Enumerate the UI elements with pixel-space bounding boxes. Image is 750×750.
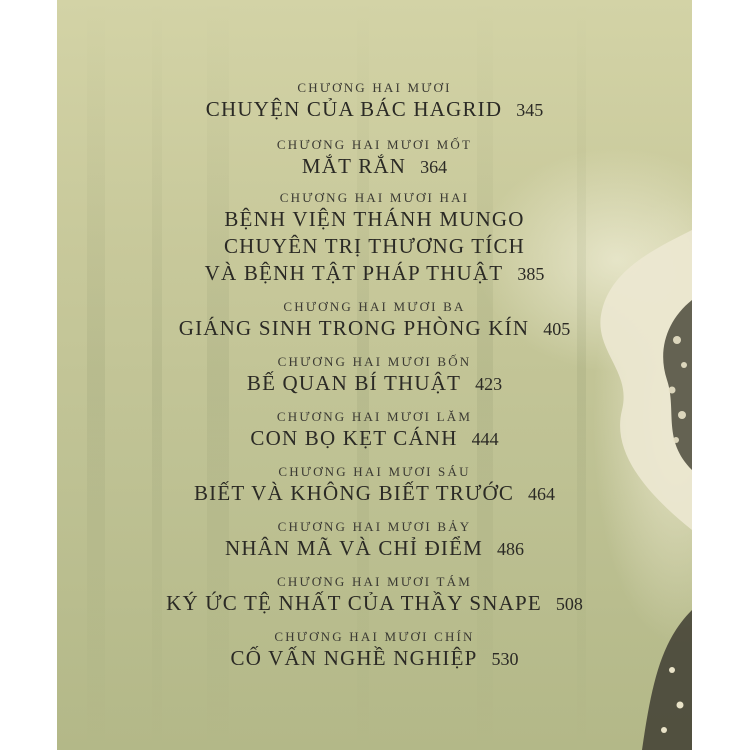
- toc-entry: [57, 299, 692, 343]
- chapter-title: BIẾT VÀ KHÔNG BIẾT TRƯỚC 464: [193, 481, 556, 505]
- toc-entry: [57, 519, 692, 563]
- toc-entry: [57, 409, 692, 453]
- chapter-title: CHUYỆN CỦA BÁC HAGRID 345: [205, 97, 544, 121]
- toc-entry: [57, 574, 692, 618]
- page-number: 530: [491, 649, 519, 669]
- chapter-title-line: BỆNH VIỆN THÁNH MUNGO: [224, 207, 525, 231]
- toc-entry: [57, 354, 692, 398]
- toc-entry: [57, 464, 692, 508]
- page-number: 486: [497, 539, 525, 559]
- chapter-number: CHƯƠNG HAI MƯƠI BẢY: [277, 519, 472, 534]
- page-number: 508: [555, 594, 583, 614]
- page-number: 364: [420, 157, 448, 177]
- chapter-number: CHƯƠNG HAI MƯƠI CHÍN: [274, 629, 475, 644]
- page-number: 464: [528, 484, 556, 504]
- book-page: [57, 0, 692, 750]
- chapter-title: KÝ ỨC TỆ NHẤT CỦA THẦY SNAPE 508: [166, 591, 583, 615]
- toc-entry: [57, 80, 692, 124]
- page-number: 385: [517, 264, 545, 284]
- toc-entry: [57, 190, 692, 288]
- toc-entry: [57, 629, 692, 673]
- chapter-title: CON BỌ KẸT CÁNH 444: [250, 426, 499, 450]
- chapter-title: GIÁNG SINH TRONG PHÒNG KÍN 405: [178, 316, 571, 340]
- chapter-number: CHƯƠNG HAI MƯƠI TÁM: [277, 574, 472, 589]
- chapter-number: CHƯƠNG HAI MƯƠI BA: [283, 299, 466, 314]
- page-number: 345: [516, 100, 544, 120]
- chapter-number: CHƯƠNG HAI MƯƠI MỐT: [276, 137, 473, 152]
- chapter-number: CHƯƠNG HAI MƯƠI LĂM: [276, 409, 473, 424]
- chapter-title: VÀ BỆNH TẬT PHÁP THUẬT 385: [204, 261, 545, 285]
- page-number: 423: [475, 374, 503, 394]
- toc-entry: [57, 137, 692, 181]
- chapter-number: CHƯƠNG HAI MƯƠI: [297, 80, 452, 95]
- chapter-title: MẮT RẮN 364: [301, 154, 448, 178]
- chapter-title: NHÂN MÃ VÀ CHỈ ĐIỂM 486: [224, 536, 525, 560]
- chapter-number: CHƯƠNG HAI MƯƠI BỐN: [277, 354, 472, 369]
- chapter-number: CHƯƠNG HAI MƯƠI HAI: [279, 190, 470, 205]
- chapter-title-line: CHUYÊN TRỊ THƯƠNG TÍCH: [223, 234, 526, 258]
- page-number: 405: [543, 319, 571, 339]
- page-number: 444: [471, 429, 499, 449]
- chapter-title: CỐ VẤN NGHỀ NGHIỆP 530: [230, 646, 519, 670]
- table-of-contents: [57, 0, 692, 750]
- chapter-number: CHƯƠNG HAI MƯƠI SÁU: [278, 464, 471, 479]
- chapter-title: BẾ QUAN BÍ THUẬT 423: [246, 371, 503, 395]
